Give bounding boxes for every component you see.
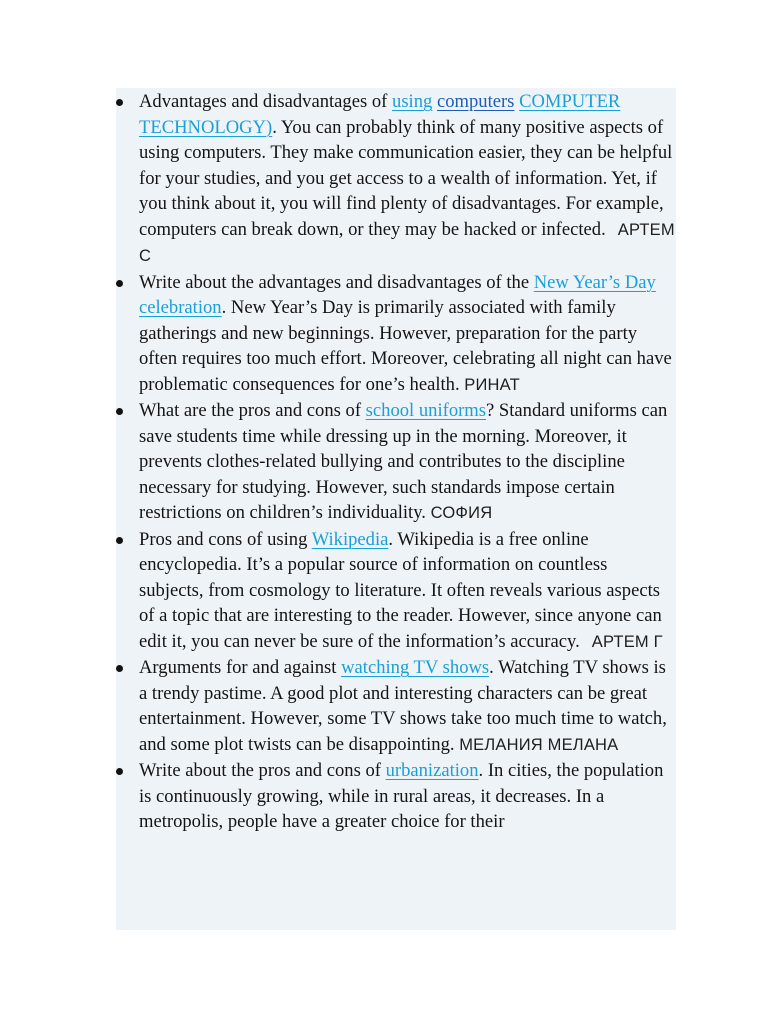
topic-list <box>116 89 676 835</box>
item-text: . New Year’s Day is primarily associated with family gatherings and new beginnings. However, preparation for the party often requires too much effort. Moreover, celebrating all night can have problematic consequences for one’s health. <box>139 297 672 395</box>
bullet-icon <box>116 408 123 415</box>
item-text: . You can probably think of many positive aspects of using computers. They make communication easier, they can be helpful for your studies, and you get access to a wealth of information. Yet, if you think about it, you will find plenty of disadvantages. For example, computers can break down, or they may be hacked or infected. <box>139 116 673 240</box>
computer-technology-link[interactable]: COMPUTER TECHNOLOGY) <box>139 91 621 138</box>
item-text: . Wikipedia is a free online encyclopedia. It’s a popular source of information on countless subjects, from cosmology to literature. It often reveals various aspects of a topic that are interesting to the reader. However, since anyone can edit it, you can never be sure of the information’s accuracy. <box>139 528 662 652</box>
computers-link[interactable]: computers <box>436 91 515 112</box>
bullet-icon <box>116 537 123 544</box>
item-text: What are the pros and cons of <box>139 400 366 421</box>
highlighted-text-block <box>116 88 676 930</box>
urbanization-link[interactable]: urbanization <box>385 760 479 781</box>
list-item <box>116 270 676 399</box>
author-name: АРТЕМ С <box>139 220 675 265</box>
school-uniforms-link[interactable]: school uniforms <box>365 400 487 421</box>
item-text: Arguments for and against <box>139 657 342 678</box>
item-text: . Watching TV shows is a trendy pastime. A good plot and interesting characters can be great entertainment. However, some TV shows take too much time to watch, and some plot twists can be disappointing. <box>139 657 667 755</box>
author-name: СОФИЯ <box>430 504 493 522</box>
item-text: . In cities, the population is continuously growing, while in rural areas, it decreases. In a metropolis, people have a greater choice for their <box>139 760 664 832</box>
list-item <box>116 655 676 758</box>
item-text: Write about the advantages and disadvantages of the <box>139 271 534 293</box>
item-text: ? Standard uniforms can save students time while dressing up in the morning. Moreover, it prevents clothes-related bullying and contributes to the discipline necessary for studying. However, such standards impose certain restrictions on children’s individuality. <box>139 400 668 523</box>
author-name: АРТЕМ Г <box>591 632 663 651</box>
watching-tv-shows-link[interactable]: watching TV shows <box>341 657 490 678</box>
author-name: МЕЛАНИЯ МЕЛАНА <box>459 735 619 754</box>
item-text: Advantages and disadvantages of <box>139 91 393 112</box>
bullet-icon <box>116 665 123 672</box>
item-text: Write about the pros and cons of <box>139 760 386 781</box>
item-text: Pros and cons of using <box>139 528 312 550</box>
list-item <box>116 89 676 270</box>
bullet-icon <box>116 768 123 775</box>
wikipedia-link[interactable]: Wikipedia <box>311 528 389 550</box>
using-link[interactable]: using <box>392 91 433 112</box>
new-years-day-link[interactable]: New Year’s Day celebration <box>139 271 656 318</box>
list-item <box>116 758 676 835</box>
bullet-icon <box>116 99 123 106</box>
list-item <box>116 398 676 527</box>
list-item <box>116 527 676 656</box>
author-name: РИНАТ <box>464 375 520 394</box>
bullet-icon <box>116 280 123 287</box>
